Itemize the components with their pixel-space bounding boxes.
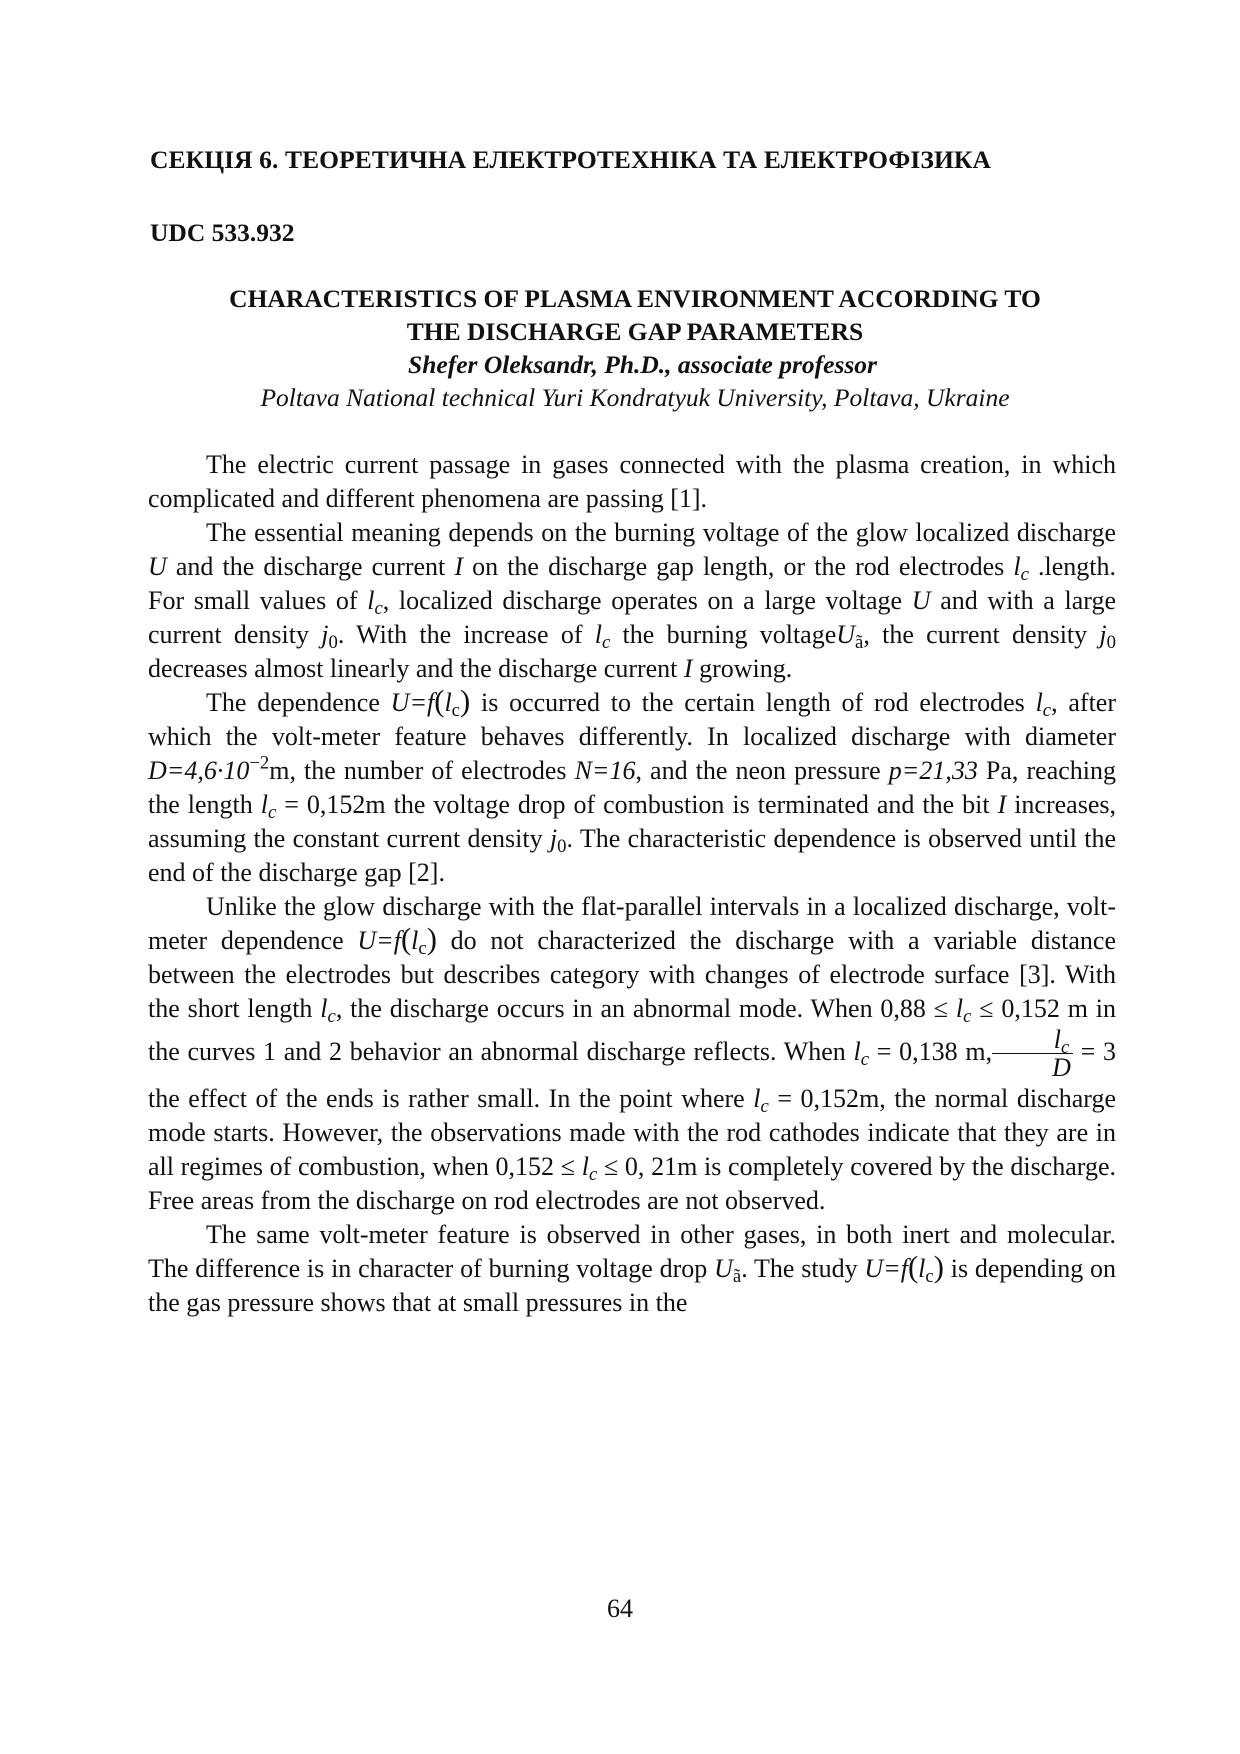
math-l-c: $l_c$: [1035, 688, 1052, 722]
text-run: the burning voltage: [610, 620, 837, 649]
text-run: The essential meaning depends on the burning voltage of the glow localized discharge: [206, 518, 1116, 547]
text-run: and the discharge current: [166, 552, 455, 581]
text-run: m,: [957, 1036, 993, 1066]
text-run: is occurred to the certain length of rod electrodes: [470, 688, 1036, 717]
text-run: . With the increase of: [337, 620, 595, 649]
article-title: [150, 282, 1120, 348]
paragraph-1: The electric current passage in gases connected with the plasma creation, in which complicated and different phenomena are passing [1].: [148, 450, 1116, 513]
title-line-2: THE DISCHARGE GAP PARAMETERS: [406, 317, 864, 346]
text-run: growing.: [692, 654, 793, 683]
text-run: on the discharge gap length, or the rod electrodes: [463, 552, 1014, 581]
math-U-f-lc: $U=f(l_c)$: [390, 684, 471, 722]
text-run: the effect of the ends is rather small. In the point where: [148, 1083, 754, 1113]
math-U-f-lc: $U=f(l_c)$: [864, 1249, 944, 1287]
math-j0: $j_0$: [1099, 620, 1116, 654]
text-run: , the current density: [863, 620, 1100, 649]
math-U: U: [148, 552, 167, 581]
text-run: decreases almost linearly and the discharge current: [148, 654, 684, 683]
math-lc-0152: $l_c = 0,152$: [753, 1083, 860, 1117]
text-run: .length. For small values of: [148, 552, 1117, 615]
math-I: I: [683, 654, 693, 683]
text-run: , the discharge occurs in an abnormal mode. When: [335, 994, 881, 1023]
math-U-a: $U_ã$: [714, 1253, 742, 1287]
math-U-a: $U_ã$: [836, 620, 864, 654]
math-l-c: $l_c$: [320, 994, 336, 1028]
title-line-1: CHARACTERISTICS OF PLASMA ENVIRONMENT ACCORDING TO: [229, 284, 1041, 313]
text-run: The dependence: [206, 688, 391, 717]
math-diameter: $D=4,6\cdot 10^{-2}$: [148, 752, 270, 785]
math-l-c: $l_c$: [1013, 552, 1029, 586]
text-run: , and the neon pressure: [635, 756, 889, 785]
math-eq-3: = 3: [1072, 1036, 1116, 1066]
math-range-2: $0,152 \le l_c \le 0$, 21: [495, 1151, 678, 1185]
text-run: m is completely covered by the discharge. Free areas from the discharge on rod electrodes are not observed.: [148, 1151, 1116, 1215]
article-body: [148, 448, 1116, 1320]
text-run: increases, assuming the constant current density: [148, 790, 1116, 853]
text-run: . The characteristic dependence is observed until the end of the discharge gap [2].: [148, 824, 1117, 887]
text-run: is depending on the gas pressure shows that at small pressures in the: [148, 1253, 1116, 1317]
text-run: do not characterized the discharge with a variable distance between the electrodes but describes category with changes of electrode surface [3]. With the short length: [148, 926, 1117, 1023]
page-number: 64: [607, 1594, 633, 1623]
math-lc-0138: $l_c = 0,138$: [853, 1036, 958, 1070]
text-run: m in the curves 1 and 2 behavior an abnormal discharge reflects. When: [148, 994, 1116, 1066]
affiliation-line: Poltava National technical Yuri Kondratyuk University, Poltava, Ukraine: [260, 383, 1010, 412]
text-run: and with a large current density: [148, 586, 1116, 649]
section-heading: СЕКЦІЯ 6. ТЕОРЕТИЧНА ЕЛЕКТРОТЕХНІКА ТА ЕЛЕКТРОФІЗИКА: [150, 145, 991, 174]
math-j0: $j_0$: [549, 824, 567, 858]
text-run: . The study: [741, 1253, 865, 1283]
paragraph-2: [148, 516, 1116, 686]
text-run: The same volt-meter feature is observed in other gases, in both inert and molecular. The difference is in character of burning voltage drop: [148, 1219, 1116, 1283]
udc-code: UDC 533.932: [150, 218, 295, 247]
math-U: U: [911, 586, 931, 615]
text-run: m the voltage drop of combustion is terminated and the bit: [365, 790, 998, 819]
math-pressure: p=21,33: [888, 756, 978, 785]
text-run: Pa, reaching the length: [148, 756, 1116, 819]
math-I: I: [997, 790, 1007, 819]
math-U-f-lc: $U=f(l_c)$: [357, 922, 437, 960]
text-run: Unlike the glow discharge with the flat-parallel intervals in a localized discharge, volt-meter dependence: [148, 892, 1116, 955]
author-line: Shefer Oleksandr, Ph.D., associate professor: [408, 350, 877, 379]
math-N: N=16: [574, 756, 636, 785]
math-range-1: $0,88 \le l_c \le 0,152$: [880, 994, 1060, 1028]
math-I: I: [454, 552, 464, 581]
text-run: , after which the volt-meter feature behaves differently. In localized discharge with diameter: [148, 688, 1116, 751]
math-j0: $j_0$: [321, 620, 338, 654]
text-run: m, the normal discharge mode starts. However, the observations made with the rod cathodes indicate that they are in all regimes of combustion, when: [148, 1083, 1116, 1181]
text-run: m, the number of electrodes: [269, 756, 575, 785]
math-lc-0152: $l_c = 0,152$: [260, 790, 366, 824]
text-run: , localized discharge operates on a large voltage: [382, 586, 912, 615]
math-l-c: $l_c$: [594, 620, 611, 654]
paragraph-4: [148, 890, 1116, 1218]
paragraph-3: [148, 686, 1116, 890]
math-l-c: $l_c$: [367, 586, 383, 620]
paragraph-5: [148, 1218, 1116, 1320]
fraction-lc-over-D: $\frac{l_c}{D}$: [992, 1026, 1073, 1082]
